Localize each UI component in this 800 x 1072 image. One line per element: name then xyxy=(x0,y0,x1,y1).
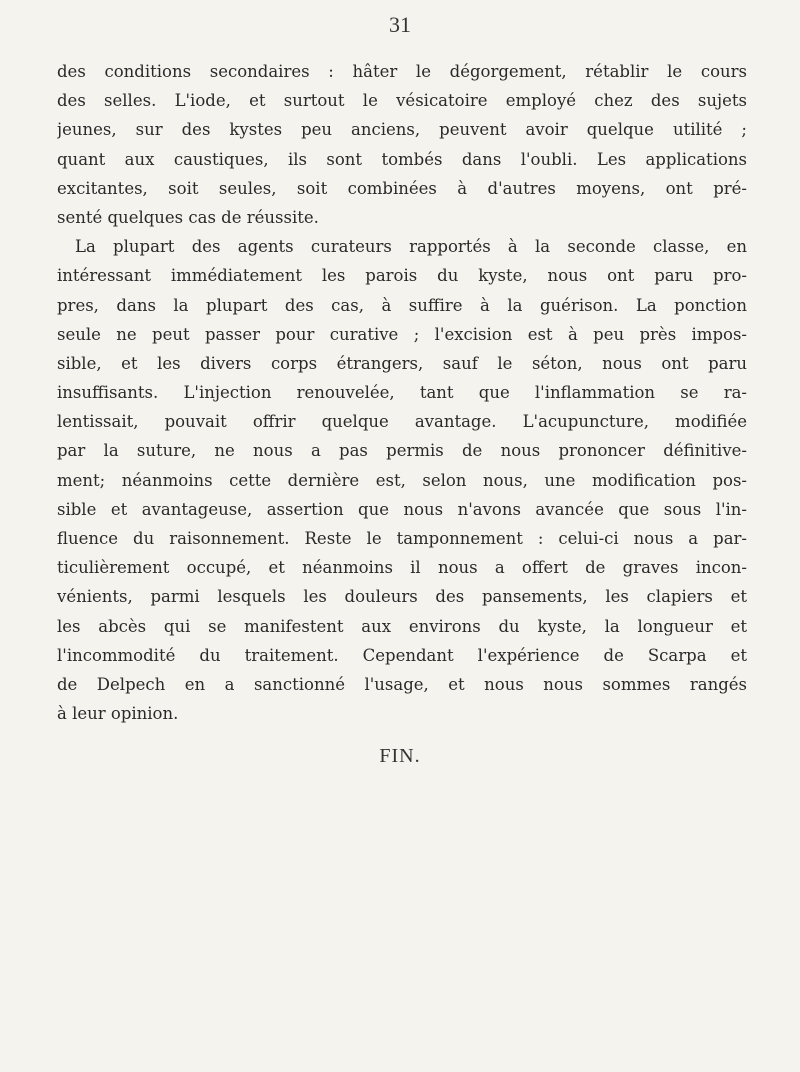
end-mark: FIN. xyxy=(379,745,421,767)
body-text xyxy=(57,57,747,728)
text-line-16: sible et avantageuse, assertion que nous n'avons avancée que sous l'in- xyxy=(57,499,747,519)
text-line-6: senté quelques cas de réussite. xyxy=(57,207,319,227)
text-line-11: sible, et les divers corps étrangers, sauf le séton, nous ont paru xyxy=(57,353,747,373)
text-line-18: ticulièrement occupé, et néanmoins il nous a offert de graves incon- xyxy=(57,558,747,578)
text-line-21: l'incommodité du traitement. Cependant l'expérience de Scarpa et xyxy=(57,645,747,665)
text-line-8: intéressant immédiatement les parois du kyste, nous ont paru pro- xyxy=(57,266,747,286)
text-line-23: à leur opinion. xyxy=(57,704,179,724)
text-line-20: les abcès qui se manifestent aux environs du kyste, la longueur et xyxy=(57,616,747,636)
text-line-9: pres, dans la plupart des cas, à suffire à la guérison. La ponction xyxy=(57,295,747,315)
text-line-3: jeunes, sur des kystes peu anciens, peuvent avoir quelque utilité ; xyxy=(57,120,747,140)
text-line-17: fluence du raisonnement. Reste le tamponnement : celui-ci nous a par- xyxy=(57,529,747,548)
text-line-10: seule ne peut passer pour curative ; l'excision est à peu près impos- xyxy=(57,324,747,344)
text-line-13: lentissait, pouvait offrir quelque avantage. L'acupuncture, modifiée xyxy=(57,412,747,432)
text-line-19: vénients, parmi lesquels les douleurs des pansements, les clapiers et xyxy=(57,587,747,607)
page-number: 31 xyxy=(389,12,411,37)
text-line-14: par la suture, ne nous a pas permis de nous prononcer définitive- xyxy=(57,441,747,461)
text-line-2: des selles. L'iode, et surtout le vésicatoire employé chez des sujets xyxy=(57,91,747,111)
text-line-4: quant aux caustiques, ils sont tombés dans l'oubli. Les applications xyxy=(57,149,747,169)
text-line-12: insuffisants. L'injection renouvelée, tant que l'inflammation se ra- xyxy=(57,383,747,403)
text-line-22: de Delpech en a sanctionné l'usage, et nous nous sommes rangés xyxy=(57,674,747,694)
text-line-5: excitantes, soit seules, soit combinées à d'autres moyens, ont pré- xyxy=(57,178,747,198)
text-line-15: ment; néanmoins cette dernière est, selon nous, une modification pos- xyxy=(57,470,747,490)
text-line-1: des conditions secondaires : hâter le dégorgement, rétablir le cours xyxy=(57,62,747,81)
text-line-7: La plupart des agents curateurs rapportés à la seconde classe, en xyxy=(75,237,747,257)
